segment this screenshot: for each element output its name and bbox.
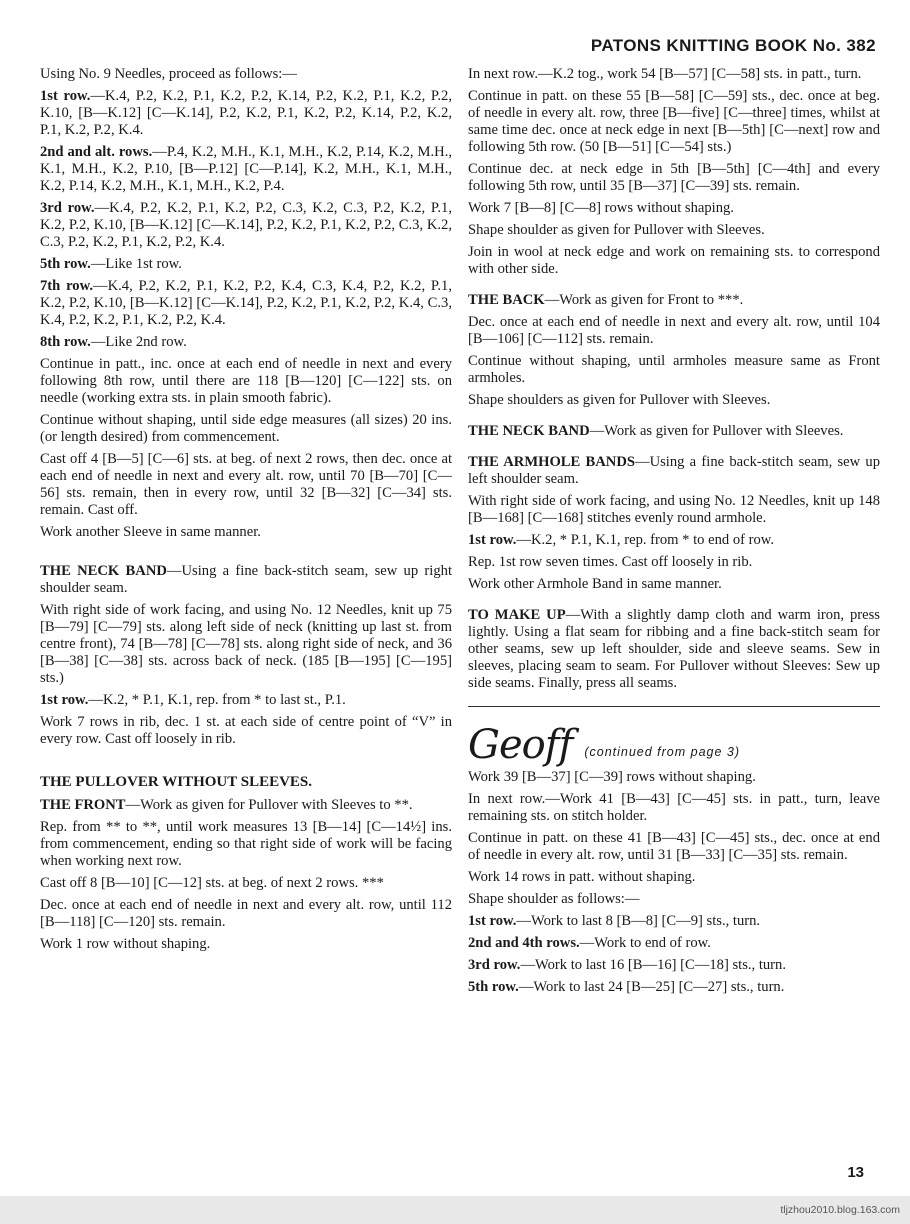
instruction-paragraph: Cast off 4 [B—5] [C—6] sts. at beg. of next 2 rows, then dec. once at each end of needle in next and every alt. row, until 70 [B—70] [C—56] sts. remain, then in every row, until 32 [B—32] [C—34] sts. remain. Cast off.	[40, 451, 452, 518]
neck-band-section: THE NECK BAND—Work as given for Pullover with Sleeves.	[468, 423, 844, 439]
instruction-paragraph: In next row.—Work 41 [B—43] [C—45] sts. in patt., turn, leave remaining sts. on stitch holder.	[468, 791, 880, 824]
geoff-logo: Geoff	[468, 722, 573, 768]
instruction-paragraph: Dec. once at each end of needle in next and every alt. row, until 104 [B—106] [C—112] sts. remain.	[468, 314, 880, 347]
instruction-paragraph: Rep. from ** to **, until work measures 13 [B—14] [C—14½] ins. from commencement, ending so that right side of work will be facing when working next row.	[40, 819, 452, 869]
row-paragraph: 5th row.—Like 1st row.	[40, 256, 182, 272]
neck-band-section: THE NECK BAND—Using a fine back-stitch seam, sew up right shoulder seam.	[40, 563, 452, 596]
instruction-paragraph: Work 7 rows in rib, dec. 1 st. at each side of centre point of “V” in every row. Cast off loosely in rib.	[40, 714, 452, 747]
instruction-paragraph: Join in wool at neck edge and work on remaining sts. to correspond with other side.	[468, 244, 880, 277]
page-header-title: PATONS KNITTING BOOK No. 382	[590, 36, 876, 55]
row-paragraph: 1st row.—Work to last 8 [B—8] [C—9] sts., turn.	[468, 913, 761, 929]
row-paragraph: 1st row.—K.2, * P.1, K.1, rep. from * to last st., P.1.	[40, 692, 346, 708]
instruction-paragraph: Cast off 8 [B—10] [C—12] sts. at beg. of next 2 rows. ***	[40, 875, 384, 891]
back-section: THE BACK—Work as given for Front to ***.	[468, 292, 744, 308]
instruction-paragraph: Continue in patt. on these 41 [B—43] [C—45] sts., dec. once at end of needle in every alt. row, until 31 [B—33] [C—35] sts. remain.	[468, 830, 880, 863]
instruction-paragraph: Work other Armhole Band in same manner.	[468, 576, 722, 592]
instruction-paragraph: Continue without shaping, until armholes measure same as Front armholes.	[468, 353, 880, 386]
instruction-paragraph: Work 14 rows in patt. without shaping.	[468, 869, 696, 885]
instruction-paragraph: Work 7 [B—8] [C—8] rows without shaping.	[468, 200, 734, 216]
instruction-paragraph: Continue in patt., inc. once at each end of needle in next and every following 8th row, until there are 118 [B—120] [C—122] sts. on needle (working extra sts. in plain smooth fabric).	[40, 356, 452, 406]
row-paragraph: 3rd row.—K.4, P.2, K.2, P.1, K.2, P.2, C.3, K.2, C.3, P.2, K.2, P.1, K.2, P.2, K.10, [B—K.12] [C—K.14], P.2, K.2, P.1, K.2, P.2, C.3, K.2, C.3, P.2, K.2, P.1, K.2, P.2, K.4.	[40, 200, 452, 250]
instruction-paragraph: Rep. 1st row seven times. Cast off loosely in rib.	[468, 554, 753, 570]
watermark-text: tljzhou2010.blog.163.com	[780, 1204, 900, 1216]
footer-bar	[0, 1196, 910, 1224]
row-paragraph: 3rd row.—Work to last 16 [B—16] [C—18] sts., turn.	[468, 957, 786, 973]
row-paragraph: 1st row.—K.2, * P.1, K.1, rep. from * to end of row.	[468, 532, 775, 548]
geoff-header	[468, 715, 880, 768]
row-paragraph: 5th row.—Work to last 24 [B—25] [C—27] sts., turn.	[468, 979, 785, 995]
page-number: 13	[847, 1164, 864, 1181]
make-up-section: TO MAKE UP—With a slightly damp cloth and warm iron, press lightly. Using a flat seam for ribbing and a fine back-stitch seam for other seams, sew up left shoulder, side and sleeve seams. Sew in sleeves, placing seam to seam. For Pullover without Sleeves: Sew up side seams. Finally, press all seams.	[468, 607, 880, 691]
row-paragraph: 1st row.—K.4, P.2, K.2, P.1, K.2, P.2, K.14, P.2, K.2, P.1, K.2, P.2, K.10, [B—K.12] [C—K.14], P.2, K.2, P.1, K.2, P.2, K.14, P.2, K.2, P.1, K.2, P.2, K.4.	[40, 88, 452, 138]
instruction-paragraph: Continue in patt. on these 55 [B—58] [C—59] sts., dec. once at beg. of needle in every alt. row, three [B—five] [C—three] times, whilst at same time dec. once at neck edge in next [B—5th] [C—next] row and following 5th row. (50 [B—51] [C—54] sts.)	[468, 88, 880, 155]
instruction-paragraph: In next row.—K.2 tog., work 54 [B—57] [C—58] sts. in patt., turn.	[468, 66, 862, 82]
instruction-paragraph: Dec. once at each end of needle in next and every alt. row, until 112 [B—118] [C—120] sts. remain.	[40, 897, 452, 930]
row-paragraph: 7th row.—K.4, P.2, K.2, P.1, K.2, P.2, K.4, C.3, K.4, P.2, K.2, P.1, K.2, P.2, K.10, [B—K.12] [C—K.14], P.2, K.2, P.1, K.2, P.2, K.4, C.3, K.4, P.2, K.2, P.1, K.2, P.2, K.4.	[40, 278, 452, 328]
instruction-paragraph: Continue without shaping, until side edge measures (all sizes) 20 ins. (or length desired) from commencement.	[40, 412, 452, 445]
right-column	[468, 66, 880, 1001]
instruction-paragraph: Work another Sleeve in same manner.	[40, 524, 261, 540]
intro-text: Using No. 9 Needles, proceed as follows:—	[40, 66, 297, 82]
instruction-paragraph: Work 39 [B—37] [C—39] rows without shaping.	[468, 769, 756, 785]
instruction-paragraph: Work 1 row without shaping.	[40, 936, 211, 952]
instruction-paragraph: With right side of work facing, and using No. 12 Needles, knit up 75 [B—79] [C—79] sts. along left side of neck (knitting up last st. from centre front), 74 [B—78] [C—78] sts. along right side of neck, and 36 [B—38] [C—38] sts. across back of neck. (185 [B—195] [C—195] sts.)	[40, 602, 452, 686]
section-divider	[468, 706, 880, 707]
front-section: THE FRONT—Work as given for Pullover with Sleeves to **.	[40, 797, 413, 813]
instruction-paragraph: Continue dec. at neck edge in 5th [B—5th] [C—4th] and every following 5th row, until 35 [B—37] [C—39] sts. remain.	[468, 161, 880, 194]
instruction-paragraph: With right side of work facing, and using No. 12 Needles, knit up 148 [B—168] [C—168] stitches evenly round armhole.	[468, 493, 880, 526]
instruction-paragraph: Shape shoulder as given for Pullover with Sleeves.	[468, 222, 765, 238]
continued-note: (continued from page 3)	[584, 745, 741, 759]
row-paragraph: 2nd and 4th rows.—Work to end of row.	[468, 935, 711, 951]
armhole-section: THE ARMHOLE BANDS—Using a fine back-stitch seam, sew up left shoulder seam.	[468, 454, 880, 487]
left-column	[40, 66, 452, 958]
instruction-paragraph: Shape shoulders as given for Pullover with Sleeves.	[468, 392, 771, 408]
row-paragraph: 2nd and alt. rows.—P.4, K.2, M.H., K.1, M.H., K.2, P.14, K.2, M.H., K.1, M.H., K.2, P.10, [B—P.12] [C—P.14], K.2, M.H., K.1, M.H., K.2, P.14, K.2, M.H., K.1, M.H., K.2, P.4.	[40, 144, 452, 194]
instruction-paragraph: Shape shoulder as follows:—	[468, 891, 640, 907]
row-paragraph: 8th row.—Like 2nd row.	[40, 334, 187, 350]
pullover-section-title: THE PULLOVER WITHOUT SLEEVES.	[40, 774, 313, 790]
